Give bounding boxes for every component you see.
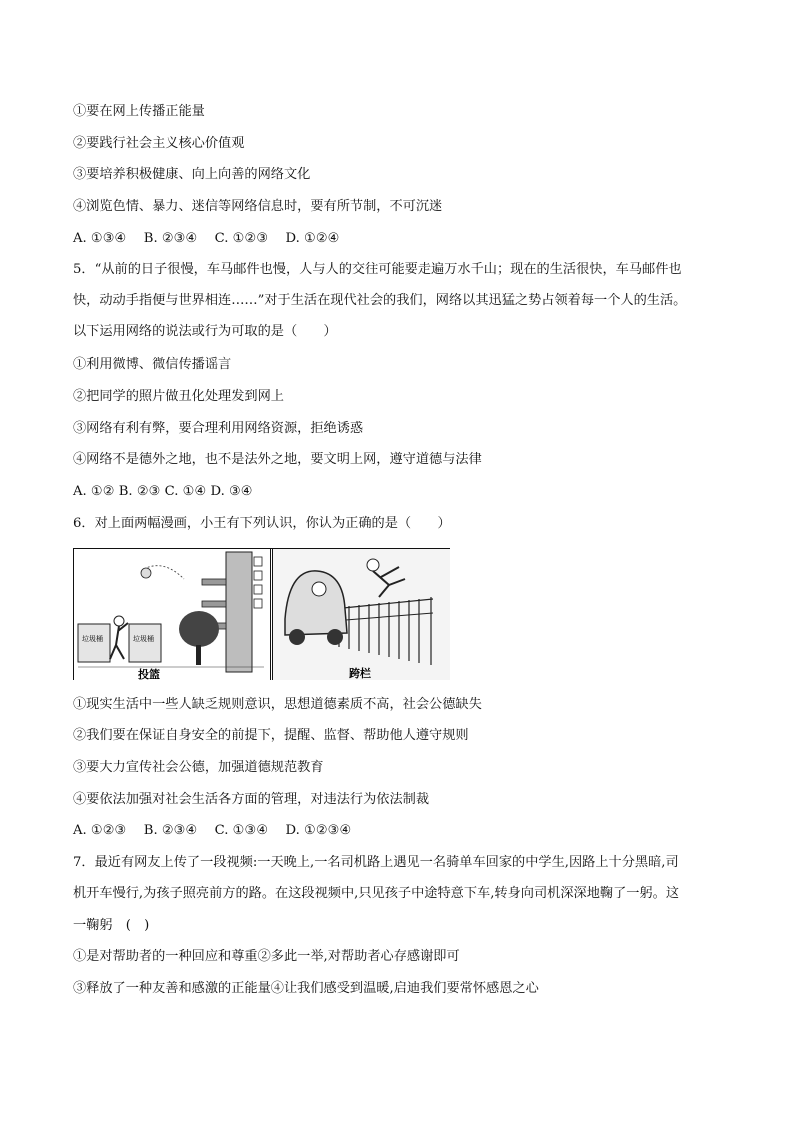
q6-option-3: ③要大力宣传社会公德，加强道德规范教育 — [73, 760, 324, 775]
comic-panel-hurdle — [272, 549, 450, 680]
q5-option-1: ①利用微博、微信传播谣言 — [73, 357, 232, 372]
q5-answer-choices: A. ①② B. ②③ C. ①④ D. ③④ — [73, 484, 253, 499]
q7-stem-line-2: 机开车慢行,为孩子照亮前方的路。在这段视频中,只见孩子中途特意下车,转身向司机深深地鞠了一躬。这 — [73, 886, 680, 901]
q4-option-4: ④浏览色情、暴力、迷信等网络信息时，要有所节制，不可沉迷 — [73, 199, 443, 214]
q7-option-line-1: ①是对帮助者的一种回应和尊重②多此一举,对帮助者心存感谢即可 — [73, 949, 460, 964]
right-bin-label: 垃圾桶 — [133, 635, 154, 643]
q4-option-2: ②要践行社会主义核心价值观 — [73, 136, 245, 151]
comic-strip — [73, 548, 450, 681]
comic-hurdle-drawing — [273, 549, 450, 680]
q5-option-4: ④网络不是德外之地，也不是法外之地，要文明上网，遵守道德与法律 — [73, 452, 482, 467]
comic-panel-basket — [73, 549, 271, 680]
q6-option-1: ①现实生活中一些人缺乏规则意识，思想道德素质不高，社会公德缺失 — [73, 697, 482, 712]
comic-basket-drawing — [74, 549, 270, 680]
q7-option-line-2: ③释放了一种友善和感激的正能量④让我们感受到温暖,启迪我们要常怀感恩之心 — [73, 981, 539, 996]
right-panel-caption: 跨栏 — [349, 667, 371, 680]
q7-stem-line-1: 7．最近有网友上传了一段视频:一天晚上,一名司机路上遇见一名骑单车回家的中学生,因路上十分黑暗,司 — [73, 855, 679, 870]
q5-option-3: ③网络有利有弊，要合理利用网络资源，拒绝诱惑 — [73, 421, 364, 436]
q4-option-3: ③要培养积极健康、向上向善的网络文化 — [73, 167, 311, 182]
left-bin-label: 垃圾桶 — [82, 635, 103, 643]
q7-stem-line-3: 一鞠躬 ( ) — [73, 918, 150, 933]
q5-stem-line-2: 快，动动手指便与世界相连……”对于生活在现代社会的我们，网络以其迅猛之势占领着每一个人的生活。 — [73, 293, 687, 308]
q5-stem-line-1: 5．“从前的日子很慢，车马邮件也慢，人与人的交往可能要走遍万水千山；现在的生活很快，车马邮件也 — [73, 262, 682, 277]
q6-option-4: ④要依法加强对社会生活各方面的管理，对违法行为依法制裁 — [73, 792, 430, 807]
q4-option-1: ①要在网上传播正能量 — [73, 104, 205, 119]
q6-answer-choices: A. ①②③ B. ②③④ C. ①③④ D. ①②③④ — [73, 823, 352, 838]
q6-stem: 6．对上面两幅漫画，小王有下列认识，你认为正确的是（ ） — [73, 516, 451, 531]
q5-option-2: ②把同学的照片做丑化处理发到网上 — [73, 389, 284, 404]
q4-answer-choices: A. ①③④ B. ②③④ C. ①②③ D. ①②④ — [73, 231, 340, 246]
q5-stem-line-3: 以下运用网络的说法或行为可取的是（ ） — [73, 324, 337, 339]
left-panel-caption: 投篮 — [138, 668, 160, 680]
q6-option-2: ②我们要在保证自身安全的前提下，提醒、监督、帮助他人遵守规则 — [73, 728, 469, 743]
